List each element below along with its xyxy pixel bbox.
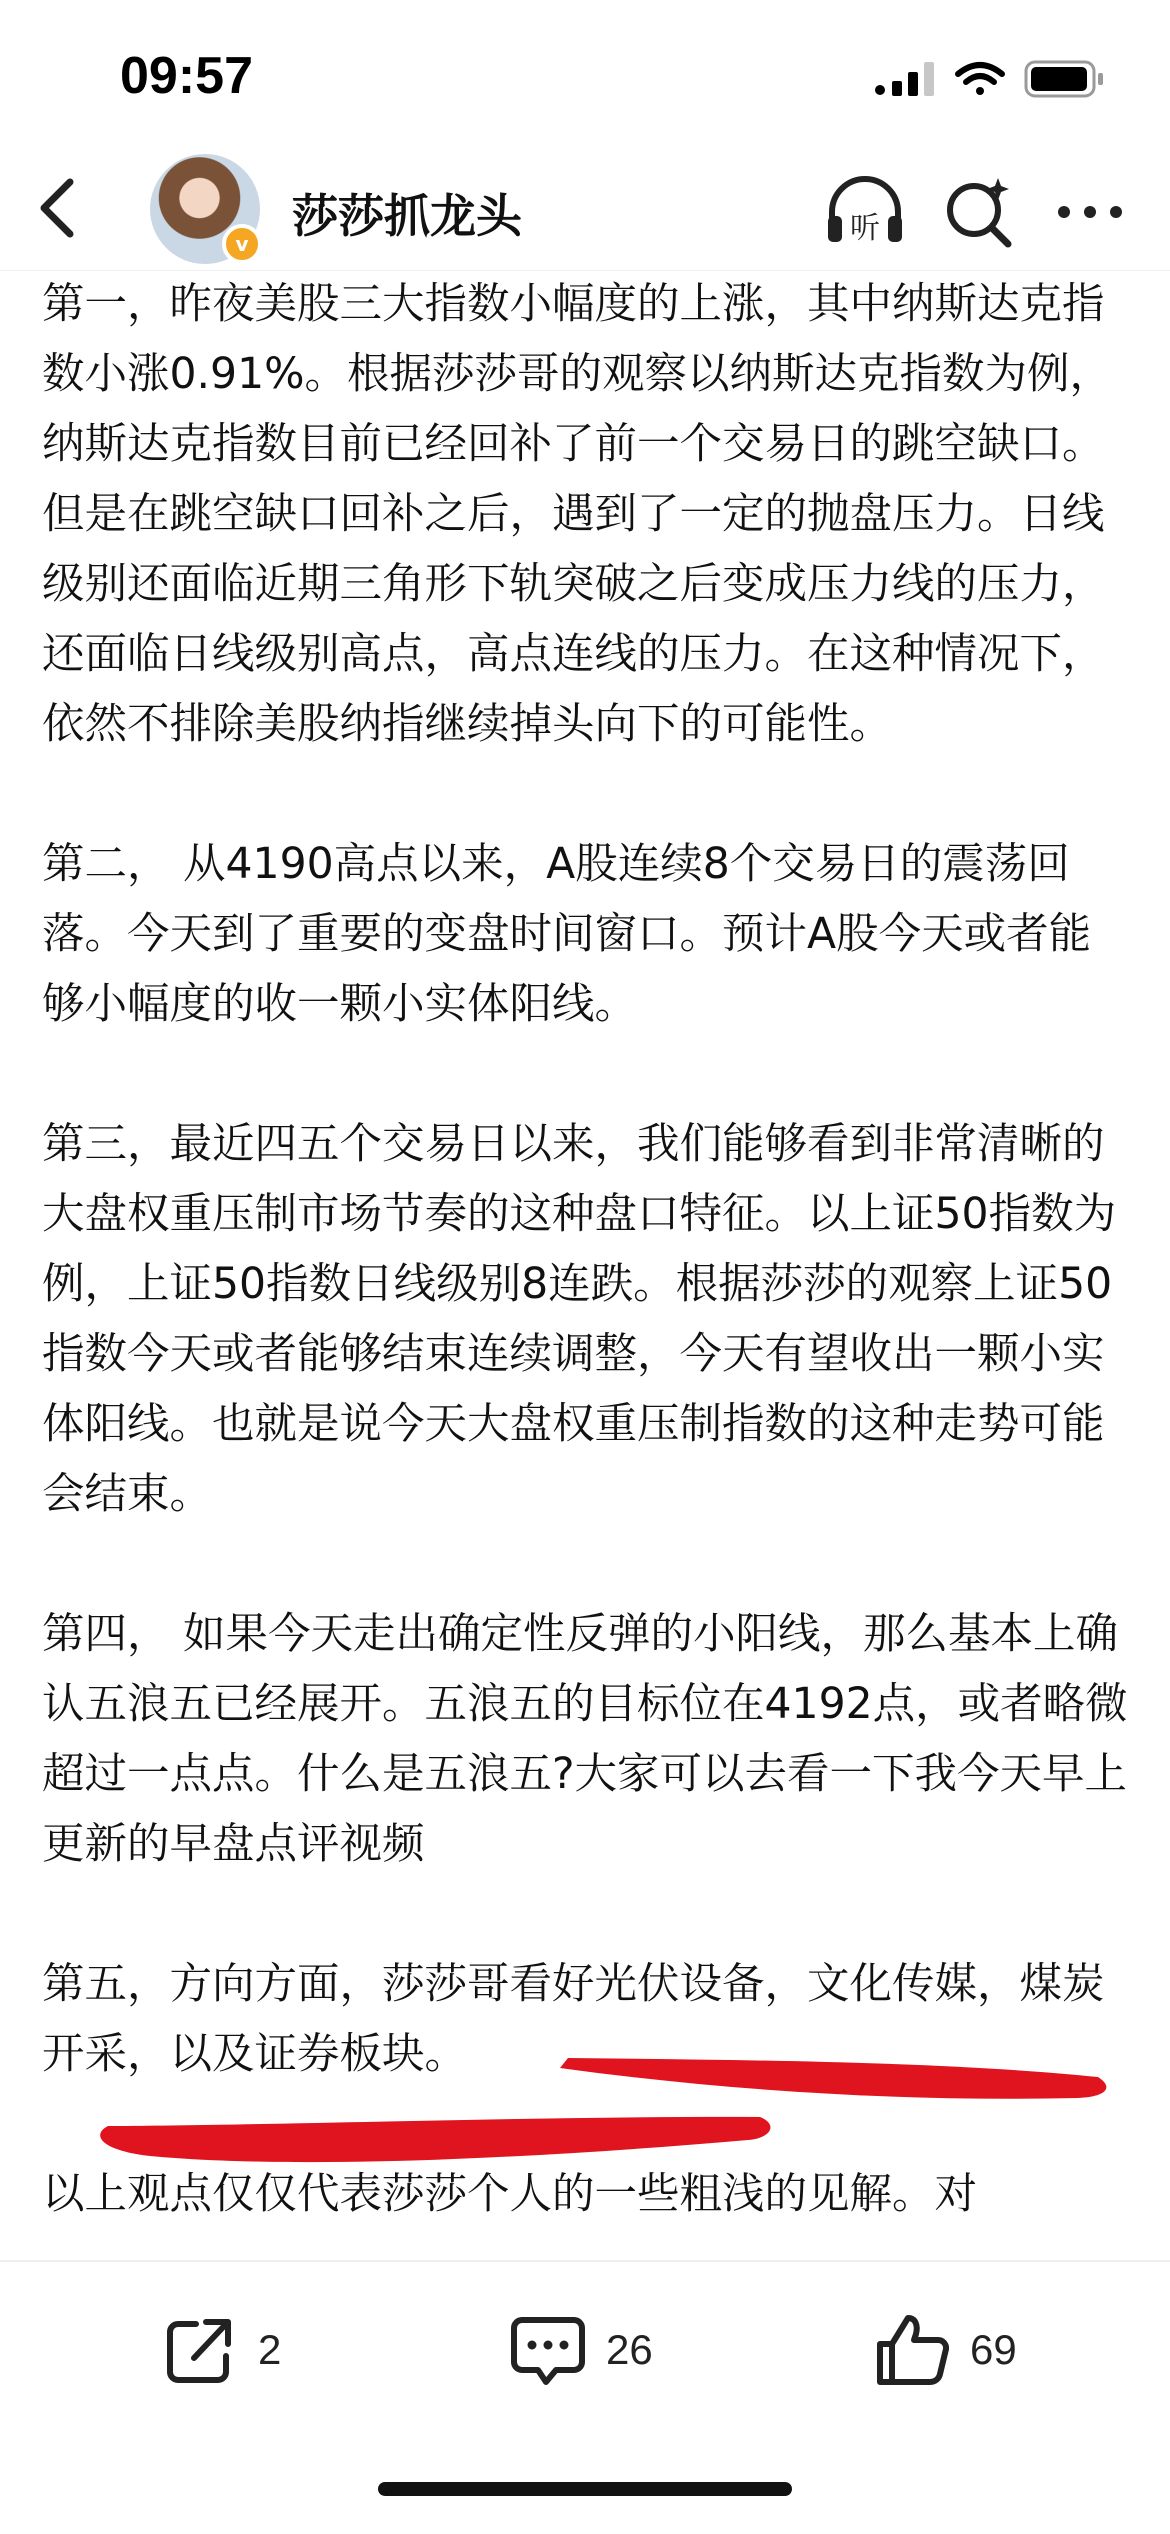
more-dots-icon[interactable] (1050, 172, 1130, 252)
nav-bar (0, 150, 1170, 271)
like-count: 69 (970, 2326, 1017, 2373)
search-sparkle-icon[interactable] (940, 172, 1020, 252)
paragraph-5: 第五，方向方面，莎莎哥看好光伏设备，文化传媒，煤炭开采，以及证券板块。 (42, 1960, 1105, 2079)
status-icons (870, 56, 1110, 100)
status-time: 09:57 (120, 47, 253, 105)
headphones-listen-icon[interactable] (822, 172, 908, 252)
paragraph-4: 第四， 如果今天走出确定性反弹的小阳线，那么基本上确认五浪五已经展开。五浪五的目标位在4192点，或者略微超过一点点。什么是五浪五?大家可以去看一下我今天早上更新的早盘点评视频 (42, 1610, 1128, 1869)
status-bar (0, 0, 1170, 150)
like-button[interactable] (872, 2300, 1017, 2400)
home-indicator[interactable] (378, 2482, 792, 2496)
share-count: 2 (258, 2326, 282, 2373)
share-button[interactable] (160, 2300, 281, 2400)
comment-count: 26 (606, 2326, 653, 2373)
signal-icon (875, 62, 934, 96)
post-content (42, 270, 1132, 2260)
paragraph-6: 以上观点仅仅代表莎莎个人的一些粗浅的见解。对 (42, 2170, 978, 2219)
battery-icon (1026, 62, 1103, 96)
share-icon (160, 2310, 240, 2390)
comment-button[interactable] (508, 2300, 653, 2400)
bottom-action-bar (0, 2260, 1170, 2534)
chevron-left-icon[interactable] (28, 168, 88, 248)
thumbs-up-icon (872, 2310, 952, 2390)
listen-label: 听 (850, 211, 880, 246)
comment-icon (508, 2310, 588, 2390)
paragraph-3: 第三，最近四五个交易日以来，我们能够看到非常清晰的大盘权重压制市场节奏的这种盘口特征。以上证50指数为例，上证50指数日线级别8连跌。根据莎莎的观察上证50指数今天或者能够结束连续调整，今天有望收出一颗小实体阳线。也就是说今天大盘权重压制指数的这种走势可能会结束。 (42, 1120, 1117, 1519)
paragraph-2: 第二， 从4190高点以来，A股连续8个交易日的震荡回落。今天到了重要的变盘时间窗口。预计A股今天或者能够小幅度的收一颗小实体阳线。 (42, 840, 1092, 1029)
verified-badge-icon: v (222, 224, 262, 264)
page-title[interactable]: 莎莎抓龙头 (292, 189, 522, 243)
paragraph-1: 第一，昨夜美股三大指数小幅度的上涨，其中纳斯达克指数小涨0.91%。根据莎莎哥的观察以纳斯达克指数为例，纳斯达克指数目前已经回补了前一个交易日的跳空缺口。但是在跳空缺口回补之后，遇到了一定的抛盘压力。日线级别还面临近期三角形下轨突破之后变成压力线的压力，还面临日线级别高点，高点连线的压力。在这种情况下，依然不排除美股纳指继续掉头向下的可能性。 (42, 280, 1113, 749)
wifi-icon (958, 65, 1002, 95)
